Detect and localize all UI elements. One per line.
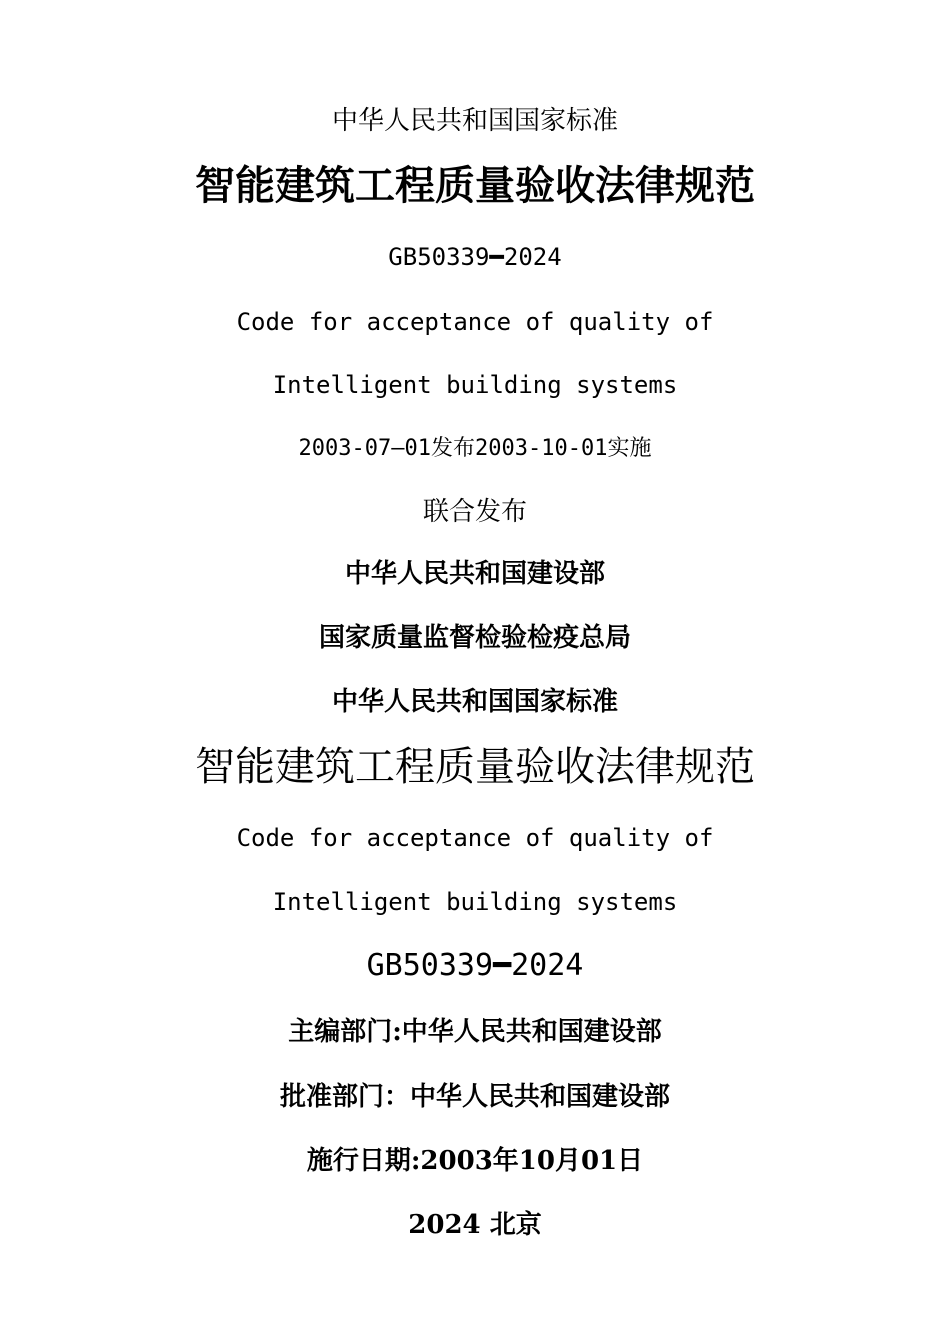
place-year: 2024 北京 (408, 1210, 542, 1240)
approval-department: 批准部门：中华人民共和国建设部 (279, 1082, 670, 1112)
release-dates: 2003-07—01发布2003-10-01实施 (298, 436, 652, 461)
title-page-english-line-1: Code for acceptance of quality of (236, 824, 714, 852)
title-page-english-line-2: Intelligent building systems (272, 888, 678, 916)
editor-department: 主编部门:中华人民共和国建设部 (288, 1017, 662, 1047)
english-title-line-1: Code for acceptance of quality of (236, 308, 714, 336)
issuer-ministry: 中华人民共和国建设部 (344, 559, 605, 589)
effective-date: 施行日期:2003年10月01日 (306, 1146, 644, 1176)
english-title-line-2: Intelligent building systems (272, 371, 678, 399)
issuer-quality-bureau: 国家质量监督检验检疫总局 (318, 623, 631, 653)
standard-type: 中华人民共和国国家标准 (331, 106, 618, 136)
title-page-standard-type: 中华人民共和国国家标准 (331, 687, 618, 717)
standard-title: 智能建筑工程质量验收法律规范 (195, 162, 755, 209)
title-page-code: GB50339━2024 (366, 948, 584, 983)
standard-code: GB50339━2024 (388, 243, 562, 271)
joint-release-label: 联合发布 (422, 497, 527, 527)
title-page-title: 智能建筑工程质量验收法律规范 (195, 744, 755, 790)
